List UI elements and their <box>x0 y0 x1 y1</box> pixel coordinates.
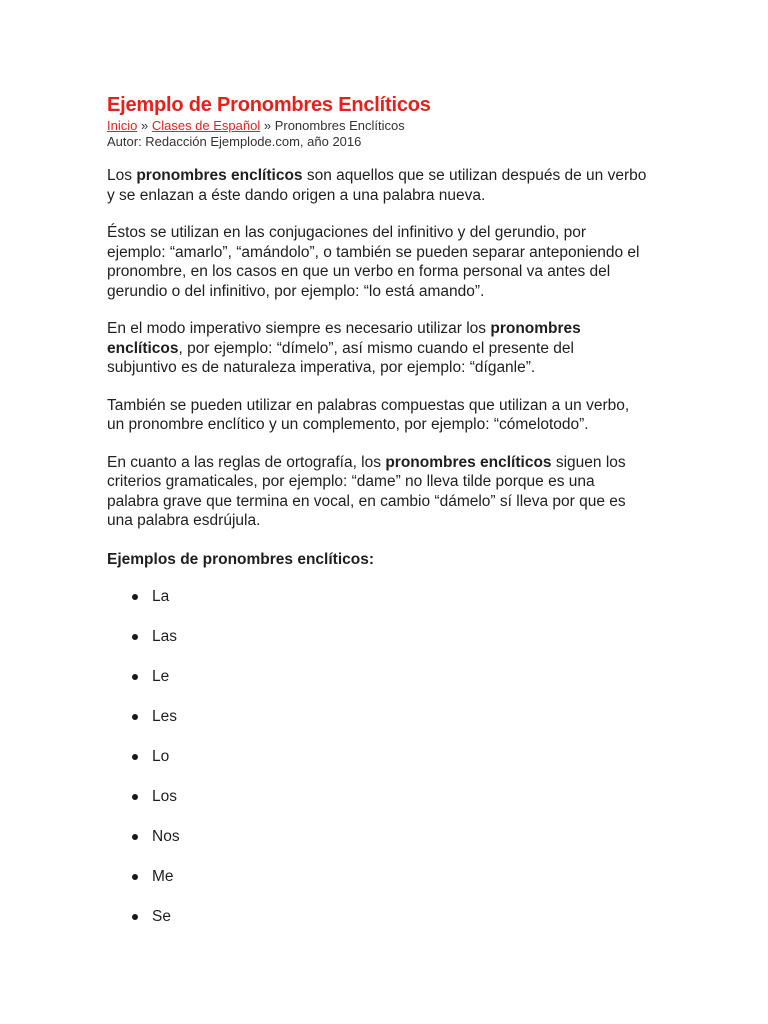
list-item <box>107 867 647 887</box>
author-line: Autor: Redacción Ejemplode.com, año 2016 <box>107 134 362 149</box>
paragraph-text: son aquellos que se utilizan después de un verbo y se enlazan a éste dando origen a una palabra nueva. <box>107 167 647 204</box>
list-item <box>107 707 647 727</box>
list-item-label: Los <box>152 788 177 805</box>
paragraph-text: Los <box>107 167 137 184</box>
list-item <box>107 907 647 927</box>
paragraph-text: En cuanto a las reglas de ortografía, los <box>107 453 386 471</box>
list-item-label: Las <box>152 628 177 645</box>
list-item <box>107 627 647 647</box>
paragraph-text: , por ejemplo: “dímelo”, así mismo cuando el presente del subjuntivo es de naturaleza imperativa, por ejemplo: “díganle”. <box>107 339 574 376</box>
paragraph-text: siguen los criterios gramaticales, por ejemplo: “dame” no lleva tilde porque es una palabra grave que termina en vocal, en cambio “dámelo” sí lleva por que es una palabra esdrújula. <box>107 453 626 529</box>
bullet-icon <box>132 914 138 920</box>
bullet-icon <box>132 794 138 800</box>
bullet-icon <box>132 754 138 760</box>
list-item <box>107 747 647 767</box>
paragraph-compound: También se pueden utilizar en palabras compuestas que utilizan a un verbo, un pronombre enclítico y un complemento, por ejemplo: “cómelotodo”. <box>107 396 630 433</box>
paragraph-text: En el modo imperativo siempre es necesario utilizar los <box>107 320 491 337</box>
list-item <box>107 787 647 807</box>
list-item-label: Les <box>152 708 177 725</box>
list-item-label: Me <box>152 868 174 885</box>
breadcrumb-current: Pronombres Enclíticos <box>274 118 405 133</box>
list-item <box>107 587 647 607</box>
breadcrumb-separator: » <box>260 118 275 133</box>
list-item <box>107 667 647 687</box>
paragraph-orthography <box>107 453 647 531</box>
paragraph-imperative <box>107 319 647 378</box>
bullet-icon <box>132 634 138 640</box>
bullet-icon <box>132 674 138 680</box>
list-item-label: Se <box>152 908 171 925</box>
article <box>107 94 647 947</box>
bullet-icon <box>132 834 138 840</box>
paragraph-usage: Éstos se utilizan en las conjugaciones del infinitivo y del gerundio, por ejemplo: “amarlo”, “amándolo”, o también se pueden separar anteponiendo el pronombre, en los casos en que un verbo en forma personal va antes del gerundio o del infinitivo, por ejemplo: “lo está amando”. <box>107 224 640 300</box>
breadcrumb-link-home[interactable]: Inicio <box>107 118 138 133</box>
bullet-icon <box>132 714 138 720</box>
examples-list <box>107 587 647 927</box>
breadcrumb-link-category[interactable]: Clases de Español <box>151 118 261 133</box>
bold-term: pronombres enclíticos <box>136 167 303 184</box>
list-item-label: Le <box>152 668 170 685</box>
bold-term: pronombres enclíticos <box>107 320 581 357</box>
paragraph-intro <box>107 166 647 205</box>
examples-heading: Ejemplos de pronombres enclíticos: <box>107 550 375 568</box>
list-item-label: Lo <box>152 748 170 765</box>
list-item-label: Nos <box>152 828 180 845</box>
bullet-icon <box>132 874 138 880</box>
bullet-icon <box>132 594 138 600</box>
list-item <box>107 827 647 847</box>
breadcrumb-separator: » <box>137 118 152 133</box>
bold-term: pronombres enclíticos <box>385 453 552 471</box>
page-title: Ejemplo de Pronombres Enclíticos <box>107 94 431 116</box>
list-item-label: La <box>152 588 170 605</box>
breadcrumb <box>107 118 647 134</box>
